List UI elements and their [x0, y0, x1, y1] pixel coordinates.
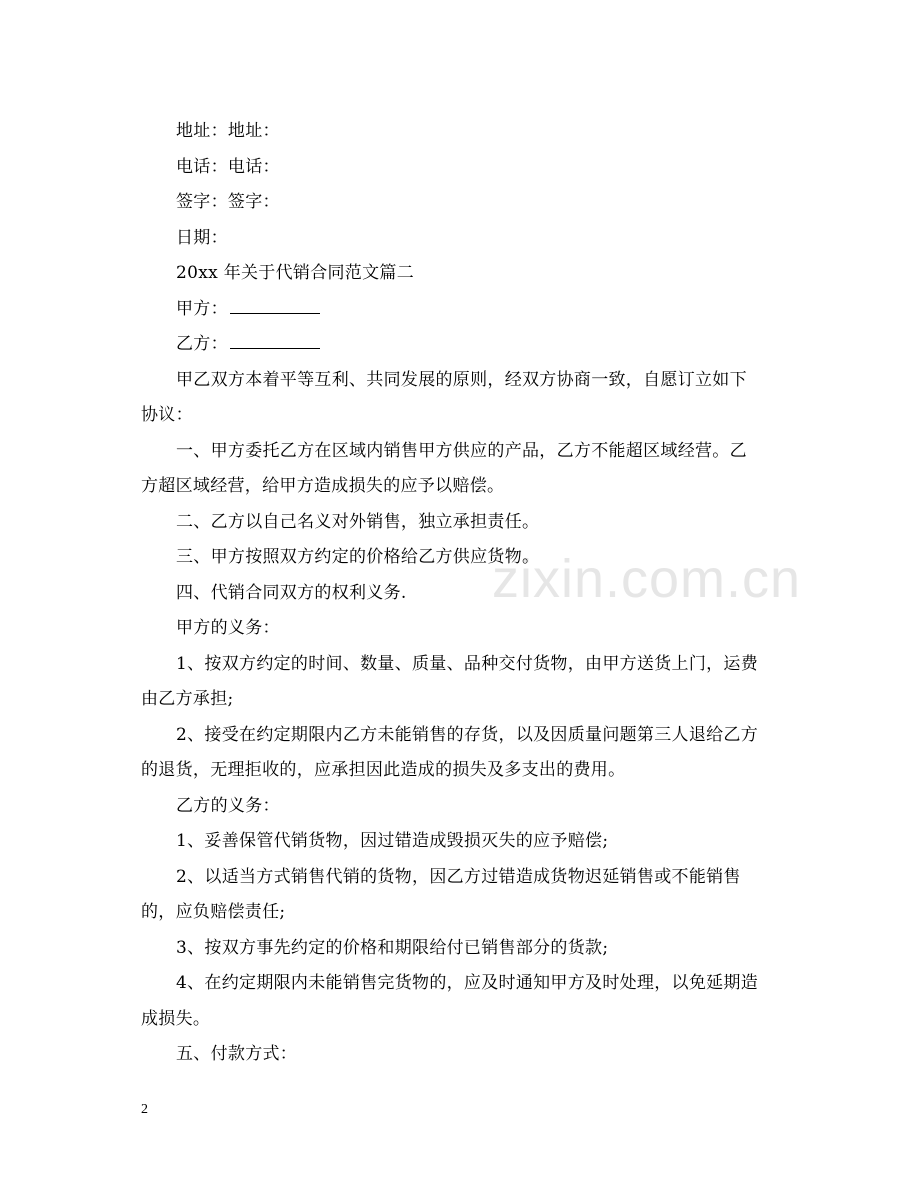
paragraph-line: 协议：: [141, 405, 193, 425]
phone-line: 电话：电话：: [176, 157, 280, 177]
address-line: 地址：地址：: [176, 121, 280, 141]
paragraph-line: 4、在约定期限内未能销售完货物的，应及时通知甲方及时处理，以免延期造: [176, 973, 759, 993]
party-b-line: [176, 334, 320, 354]
subheading: 甲方的义务：: [176, 618, 280, 638]
paragraph-line: 2、接受在约定期限内乙方未能销售的存货，以及因质量问题第三人退给乙方: [176, 725, 759, 745]
paragraph-line: 由乙方承担;: [141, 689, 234, 709]
paragraph-line: 一、甲方委托乙方在区域内销售甲方供应的产品，乙方不能超区域经营。乙: [176, 441, 747, 461]
signature-line: 签字：签字：: [176, 192, 280, 212]
paragraph-line: 成损失。: [141, 1009, 211, 1029]
party-a-blank: [230, 299, 320, 314]
date-line: 日期：: [176, 228, 228, 248]
party-a-label: 甲方：: [176, 299, 228, 319]
paragraph-line: 二、乙方以自己名义对外销售，独立承担责任。: [176, 512, 540, 532]
subheading: 乙方的义务：: [176, 796, 280, 816]
paragraph-line: 四、代销合同双方的权利义务.: [176, 583, 407, 603]
paragraph-line: 甲乙双方本着平等互利、共同发展的原则，经双方协商一致，自愿订立如下: [176, 370, 747, 390]
watermark: zixin.com.cn: [492, 549, 802, 609]
party-a-line: [176, 299, 320, 319]
paragraph-line: 的退货，无理拒收的，应承担因此造成的损失及多支出的费用。: [141, 760, 626, 780]
paragraph-line: 方超区域经营，给甲方造成损失的应予以赔偿。: [141, 476, 505, 496]
section-title: 20xx 年关于代销合同范文篇二: [176, 263, 415, 283]
paragraph-line: 1、按双方约定的时间、数量、质量、品种交付货物，由甲方送货上门，运费: [176, 654, 759, 674]
subheading: 五、付款方式：: [176, 1044, 298, 1064]
party-b-label: 乙方：: [176, 334, 228, 354]
paragraph-line: 1、妥善保管代销货物，因过错造成毁损灭失的应予赔偿;: [176, 831, 609, 851]
paragraph-line: 三、甲方按照双方约定的价格给乙方供应货物。: [176, 547, 540, 567]
paragraph-line: 3、按双方事先约定的价格和期限给付已销售部分的货款;: [176, 938, 609, 958]
page-number: 2: [141, 1102, 148, 1117]
paragraph-line: 2、以适当方式销售代销的货物，因乙方过错造成货物迟延销售或不能销售: [176, 867, 741, 887]
paragraph-line: 的，应负赔偿责任;: [141, 902, 286, 922]
party-b-blank: [230, 334, 320, 349]
